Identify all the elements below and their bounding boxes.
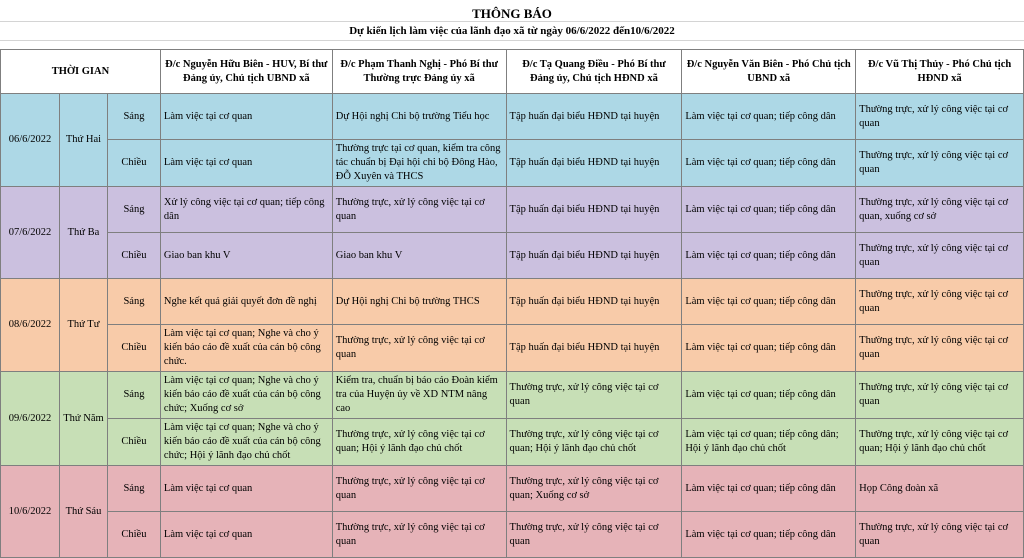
grid-line <box>0 40 1024 41</box>
schedule-cell: Giao ban khu V <box>332 233 506 279</box>
weekday-cell: Thứ Năm <box>59 372 107 466</box>
schedule-cell: Làm việc tại cơ quan; tiếp công dân <box>682 466 856 512</box>
schedule-cell: Làm việc tại cơ quan; tiếp công dân <box>682 233 856 279</box>
schedule-cell: Kiểm tra, chuẩn bị báo cáo Đoàn kiểm tra của Huyện ủy về XD NTM nâng cao <box>332 372 506 419</box>
date-cell: 10/6/2022 <box>1 466 60 558</box>
session-cell: Sáng <box>107 94 160 140</box>
table-row <box>1 372 1024 419</box>
session-cell: Chiều <box>107 325 160 372</box>
schedule-cell: Thường trực, xử lý công việc tại cơ quan <box>856 372 1024 419</box>
schedule-cell: Tập huấn đại biểu HĐND tại huyện <box>506 187 682 233</box>
schedule-cell: Thường trực, xử lý công việc tại cơ quan <box>856 94 1024 140</box>
session-cell: Chiều <box>107 233 160 279</box>
weekday-cell: Thứ Sáu <box>59 466 107 558</box>
session-cell: Sáng <box>107 187 160 233</box>
table-row <box>1 187 1024 233</box>
schedule-cell: Thường trực, xử lý công việc tại cơ quan <box>506 512 682 558</box>
schedule-cell: Làm việc tại cơ quan; tiếp công dân <box>682 372 856 419</box>
schedule-cell: Thường trực, xử lý công việc tại cơ quan <box>332 512 506 558</box>
leader-header-2: Đ/c Phạm Thanh Nghị - Phó Bí thư Thường trực Đảng ủy xã <box>332 50 506 94</box>
schedule-cell: Làm việc tại cơ quan; tiếp công dân <box>682 325 856 372</box>
date-cell: 07/6/2022 <box>1 187 60 279</box>
schedule-cell: Làm việc tại cơ quan <box>160 466 332 512</box>
schedule-cell: Làm việc tại cơ quan; Nghe và cho ý kiến báo cáo đề xuất của cán bộ công chức; Hội ý lãnh đạo chủ chốt <box>160 419 332 466</box>
session-cell: Chiều <box>107 512 160 558</box>
schedule-cell: Tập huấn đại biểu HĐND tại huyện <box>506 279 682 325</box>
leader-header-3: Đ/c Tạ Quang Điều - Phó Bí thư Đảng ủy, Chủ tịch HĐND xã <box>506 50 682 94</box>
schedule-cell: Tập huấn đại biểu HĐND tại huyện <box>506 140 682 187</box>
schedule-cell: Giao ban khu V <box>160 233 332 279</box>
schedule-cell: Thường trực, xử lý công việc tại cơ quan; Hội ý lãnh đạo chủ chốt <box>856 419 1024 466</box>
date-cell: 09/6/2022 <box>1 372 60 466</box>
table-row <box>1 140 1024 187</box>
schedule-cell: Thường trực, xử lý công việc tại cơ quan <box>856 140 1024 187</box>
schedule-cell: Thường trực tại cơ quan, kiểm tra công tác chuẩn bị Đại hội chi bộ Đông Hào, ĐỖ Xuyên và THCS <box>332 140 506 187</box>
schedule-cell: Nghe kết quả giải quyết đơn đề nghị <box>160 279 332 325</box>
schedule-cell: Thường trực, xử lý công việc tại cơ quan <box>506 372 682 419</box>
schedule-cell: Họp Công đoàn xã <box>856 466 1024 512</box>
session-cell: Sáng <box>107 466 160 512</box>
schedule-cell: Làm việc tại cơ quan <box>160 512 332 558</box>
schedule-cell: Dự Hội nghị Chi bộ trường Tiểu học <box>332 94 506 140</box>
schedule-cell: Xử lý công việc tại cơ quan; tiếp công dân <box>160 187 332 233</box>
schedule-cell: Làm việc tại cơ quan; Nghe và cho ý kiến báo cáo đề xuất của cán bộ công chức; Xuống cơ sở <box>160 372 332 419</box>
header-row <box>1 50 1024 94</box>
schedule-cell: Thường trực, xử lý công việc tại cơ quan <box>332 325 506 372</box>
table-row <box>1 419 1024 466</box>
leader-header-5: Đ/c Vũ Thị Thủy - Phó Chủ tịch HĐND xã <box>856 50 1024 94</box>
schedule-table <box>0 49 1024 558</box>
schedule-cell: Làm việc tại cơ quan; tiếp công dân <box>682 279 856 325</box>
schedule-cell: Thường trực, xử lý công việc tại cơ quan <box>856 325 1024 372</box>
table-row <box>1 466 1024 512</box>
schedule-cell: Tập huấn đại biểu HĐND tại huyện <box>506 233 682 279</box>
schedule-cell: Thường trực, xử lý công việc tại cơ quan <box>856 233 1024 279</box>
leader-header-1: Đ/c Nguyễn Hữu Biên - HUV, Bí thư Đảng ủy, Chủ tịch UBND xã <box>160 50 332 94</box>
page-title: THÔNG BÁO <box>472 6 552 21</box>
table-row <box>1 325 1024 372</box>
schedule-cell: Thường trực, xử lý công việc tại cơ quan <box>332 187 506 233</box>
session-cell: Sáng <box>107 372 160 419</box>
schedule-cell: Thường trực, xử lý công việc tại cơ quan; Xuống cơ sở <box>506 466 682 512</box>
schedule-cell: Làm việc tại cơ quan; tiếp công dân <box>682 94 856 140</box>
table-row <box>1 233 1024 279</box>
schedule-cell: Thường trực, xử lý công việc tại cơ quan <box>332 466 506 512</box>
schedule-cell: Làm việc tại cơ quan <box>160 140 332 187</box>
schedule-cell: Làm việc tại cơ quan; tiếp công dân <box>682 187 856 233</box>
schedule-cell: Làm việc tại cơ quan; tiếp công dân <box>682 140 856 187</box>
schedule-cell: Thường trực, xử lý công việc tại cơ quan <box>856 279 1024 325</box>
date-cell: 06/6/2022 <box>1 94 60 187</box>
page-subtitle: Dự kiến lịch làm việc của lãnh đạo xã từ ngày 06/6/2022 đến10/6/2022 <box>349 25 675 37</box>
schedule-cell: Tập huấn đại biểu HĐND tại huyện <box>506 94 682 140</box>
weekday-cell: Thứ Tư <box>59 279 107 372</box>
time-header: THỜI GIAN <box>1 50 161 94</box>
schedule-cell: Làm việc tại cơ quan <box>160 94 332 140</box>
schedule-cell: Thường trực, xử lý công việc tại cơ quan, xuống cơ sở <box>856 187 1024 233</box>
table-row <box>1 279 1024 325</box>
schedule-cell: Tập huấn đại biểu HĐND tại huyện <box>506 325 682 372</box>
schedule-cell: Thường trực, xử lý công việc tại cơ quan; Hội ý lãnh đạo chủ chốt <box>506 419 682 466</box>
schedule-cell: Thường trực, xử lý công việc tại cơ quan <box>856 512 1024 558</box>
session-cell: Chiều <box>107 140 160 187</box>
date-cell: 08/6/2022 <box>1 279 60 372</box>
leader-header-4: Đ/c Nguyễn Văn Biên - Phó Chủ tịch UBND xã <box>682 50 856 94</box>
schedule-cell: Làm việc tại cơ quan; Nghe và cho ý kiến báo cáo đề xuất của cán bộ công chức. <box>160 325 332 372</box>
schedule-cell: Dự Hội nghị Chi bộ trường THCS <box>332 279 506 325</box>
weekday-cell: Thứ Hai <box>59 94 107 187</box>
session-cell: Chiều <box>107 419 160 466</box>
table-row <box>1 94 1024 140</box>
schedule-cell: Làm việc tại cơ quan; tiếp công dân; Hội ý lãnh đạo chủ chốt <box>682 419 856 466</box>
session-cell: Sáng <box>107 279 160 325</box>
schedule-cell: Làm việc tại cơ quan; tiếp công dân <box>682 512 856 558</box>
weekday-cell: Thứ Ba <box>59 187 107 279</box>
schedule-cell: Thường trực, xử lý công việc tại cơ quan; Hội ý lãnh đạo chủ chốt <box>332 419 506 466</box>
